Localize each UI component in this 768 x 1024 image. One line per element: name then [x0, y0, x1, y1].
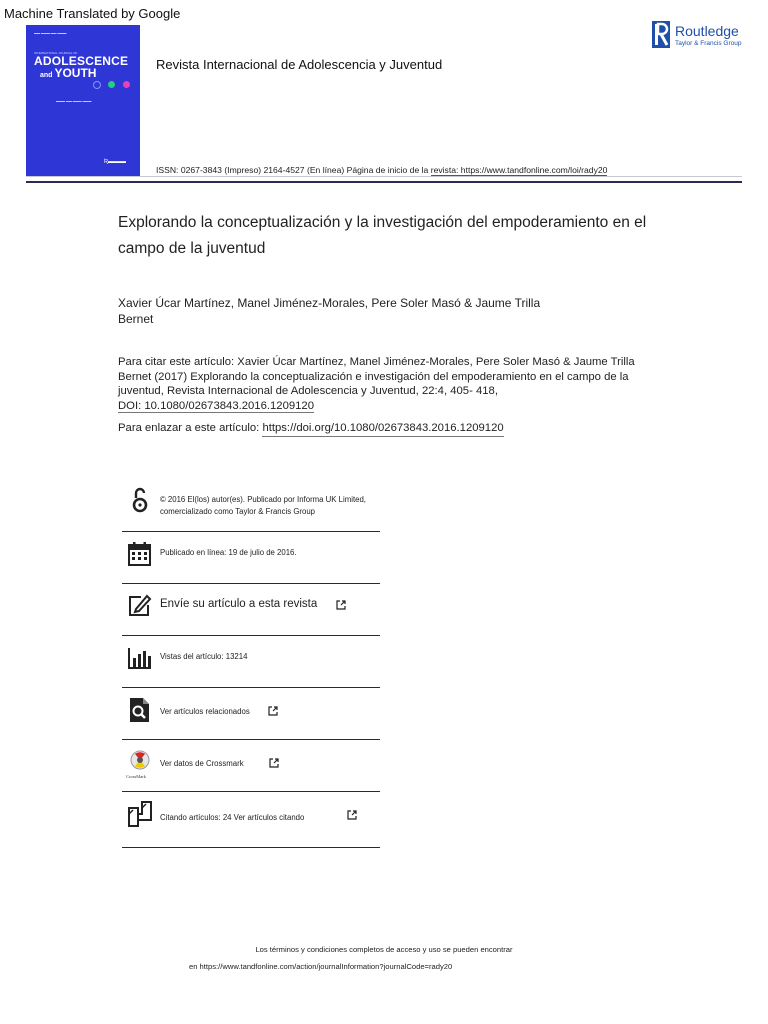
article-views: Vistas del artículo: 13214	[160, 652, 248, 661]
edit-icon	[127, 592, 153, 620]
published-row	[122, 532, 382, 584]
cover-circle-outline	[93, 81, 101, 89]
article-link-line: Para enlazar a este artículo: https://doi.org/10.1080/02673843.2016.1209120	[118, 422, 504, 434]
cover-publisher-logo: Ʀ▬▬▬	[104, 159, 127, 165]
crossmark-icon	[127, 748, 153, 776]
journal-name[interactable]: Revista Internacional de Adolescencia y Juventud	[156, 57, 443, 72]
external-link-icon	[268, 706, 278, 716]
citing-row[interactable]	[122, 792, 382, 848]
related-articles-link[interactable]: Ver artículos relacionados	[160, 707, 250, 716]
citing-articles-link[interactable]: Citando artículos: 24 Ver artículos citando	[160, 813, 305, 822]
submit-article-link[interactable]: Envíe su artículo a esta revista	[160, 598, 318, 610]
citing-articles-icon	[127, 800, 153, 828]
row-divider	[122, 847, 380, 848]
license-text: © 2016 El(los) autor(es). Publicado por Informa UK Limited, comercializado como Taylor & Francis Group	[160, 495, 366, 516]
header-divider	[26, 181, 742, 183]
bar-chart-icon	[127, 644, 153, 672]
cover-title-line2: and YOUTH	[40, 66, 97, 80]
cover-circle-pink	[123, 81, 130, 88]
header-divider-thin	[26, 176, 742, 177]
publisher-logo[interactable]	[652, 20, 752, 50]
terms-link[interactable]: en https://www.tandfonline.com/action/journalInformation?journalCode=rady20	[189, 962, 453, 971]
cover-title-line1: ADOLESCENCE	[34, 54, 129, 68]
calendar-icon	[127, 540, 153, 568]
open-access-icon	[127, 486, 153, 514]
publisher-name: Routledge	[675, 23, 739, 39]
issn-line: ISSN: 0267-3843 (Impreso) 2164-4527 (En línea) Página de inicio de la revista: https://www.tandfonline.com/loi/rady20	[156, 165, 608, 175]
cover-editor-line: ▬▬▬ ▬▬ ▬▬▬ ▬▬▬	[56, 99, 92, 103]
crossmark-link[interactable]: Ver datos de Crossmark	[160, 759, 244, 768]
submit-row[interactable]	[122, 584, 382, 636]
external-link-icon	[347, 810, 357, 820]
citation-block: Para citar este artículo: Xavier Úcar Martínez, Manel Jiménez-Morales, Pere Soler Masó & Jaume Trilla Bernet (2017) Explorando la conceptualización e investigación del empoderamiento en el campo de la juventud, Revista Internacional de Adolescencia y Juventud, 22:4, 405- 418, DOI: 10.1080/02673843.2016.1209120	[118, 356, 635, 412]
journal-homepage-link[interactable]: revista: https://www.tandfonline.com/loi/rady20	[430, 165, 608, 175]
related-row[interactable]	[122, 688, 382, 740]
citation-doi[interactable]: DOI: 10.1080/02673843.2016.1209120	[118, 399, 314, 412]
crossmark-logo-text: CrossMark	[126, 774, 146, 779]
license-row	[122, 480, 382, 532]
terms-line: Los términos y condiciones completos de acceso y uso se pueden encontrar	[255, 945, 513, 954]
article-doi-link[interactable]: https://doi.org/10.1080/02673843.2016.1209120	[262, 422, 503, 437]
publisher-subtitle: Taylor & Francis Group	[675, 40, 742, 47]
crossmark-row[interactable]	[122, 740, 382, 792]
journal-cover-image[interactable]	[26, 25, 140, 176]
cover-circle-green	[108, 81, 115, 88]
views-row	[122, 636, 382, 688]
routledge-r-icon	[652, 21, 670, 48]
machine-translation-banner: Machine Translated by Google	[4, 6, 181, 21]
article-authors: Xavier Úcar Martínez, Manel Jiménez-Morales, Pere Soler Masó & Jaume Trilla Bernet	[118, 296, 541, 326]
external-link-icon	[269, 758, 279, 768]
article-title: Explorando la conceptualización y la investigación del empoderamiento en el campo de la juventud	[118, 214, 647, 257]
related-articles-icon	[127, 696, 153, 724]
cover-pre-title: INTERNATIONAL JOURNAL OF	[34, 51, 78, 55]
cover-issue-info: ▬▬ ▬▬▬ ▬▬ ▬▬▬	[34, 31, 67, 35]
external-link-icon	[336, 600, 346, 610]
published-date: Publicado en línea: 19 de julio de 2016.	[160, 548, 297, 557]
